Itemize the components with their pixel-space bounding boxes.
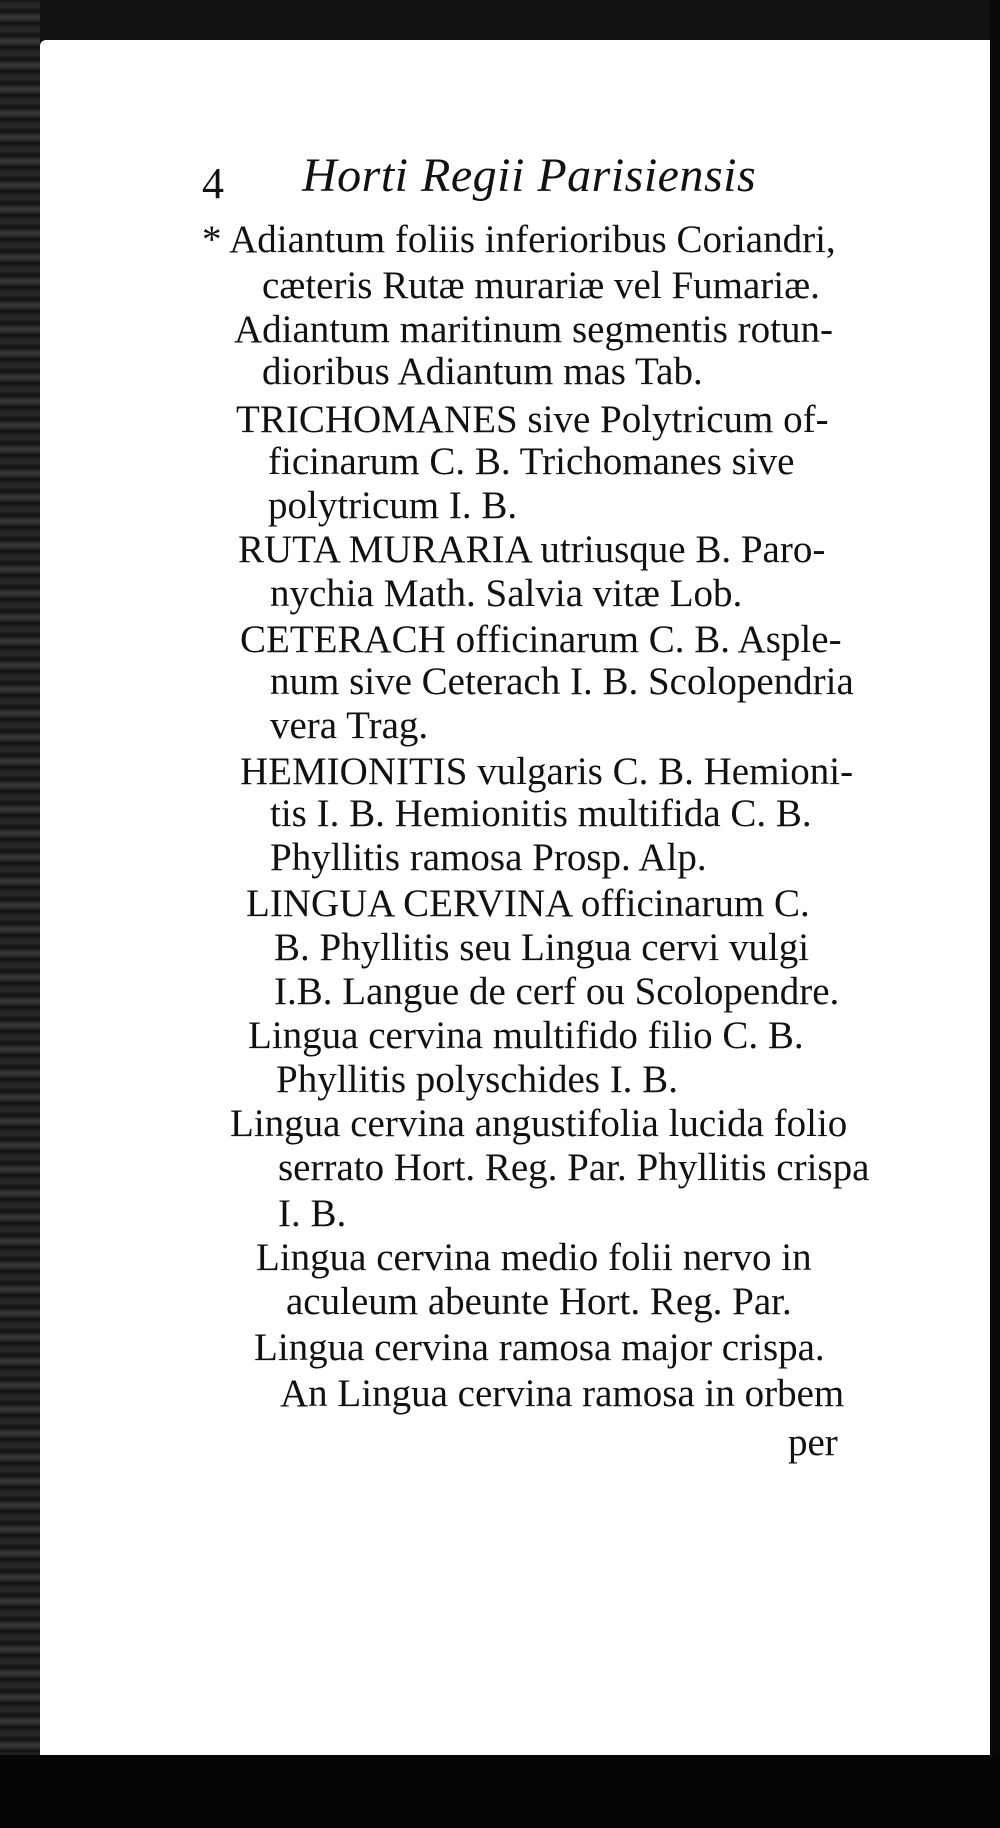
running-head: Horti Regii Parisiensis bbox=[302, 149, 757, 202]
entry-line: LINGUA CERVINA officinarum C. bbox=[246, 882, 810, 925]
entry-line: nychia Math. Salvia vitæ Lob. bbox=[270, 572, 743, 615]
entry-line: Lingua cervina multifido filio C. B. bbox=[248, 1014, 804, 1057]
book-spine-edge bbox=[0, 0, 40, 1828]
entry-line: dioribus Adiantum mas Tab. bbox=[262, 350, 703, 393]
book-page bbox=[40, 40, 990, 1755]
entry-line: RUTA MURARIA utriusque B. Paro- bbox=[238, 528, 826, 571]
entry-line: aculeum abeunte Hort. Reg. Par. bbox=[286, 1280, 792, 1323]
catchword: per bbox=[788, 1421, 838, 1464]
entry-line: I.B. Langue de cerf ou Scolopendre. bbox=[274, 970, 840, 1013]
entry-line: polytricum I. B. bbox=[268, 484, 518, 527]
entry-line: Lingua cervina angustifolia lucida folio bbox=[230, 1102, 848, 1145]
page-text bbox=[40, 40, 990, 1755]
entry-line: An Lingua cervina ramosa in orbem bbox=[280, 1372, 845, 1415]
entry-line: ficinarum C. B. Trichomanes sive bbox=[268, 440, 795, 483]
scan-bottom-border bbox=[0, 1755, 1000, 1828]
entry-line: CETERACH officinarum C. B. Asple- bbox=[240, 618, 842, 661]
entry-line: num sive Ceterach I. B. Scolopendria bbox=[270, 660, 854, 703]
entry-line: Phyllitis ramosa Prosp. Alp. bbox=[270, 836, 707, 879]
entry-line: vera Trag. bbox=[270, 704, 429, 747]
entry-line: Lingua cervina ramosa major crispa. bbox=[254, 1326, 825, 1369]
entry-line: I. B. bbox=[278, 1192, 347, 1235]
entry-line: Phyllitis polyschides I. B. bbox=[276, 1058, 678, 1101]
entry-line: Lingua cervina medio folii nervo in bbox=[256, 1236, 812, 1279]
entry-line: TRICHOMANES sive Polytricum of- bbox=[236, 398, 829, 441]
entry-line: * Adiantum foliis inferioribus Coriandri, bbox=[202, 218, 836, 261]
scan-top-border bbox=[0, 0, 1000, 40]
entry-line: tis I. B. Hemionitis multifida C. B. bbox=[270, 792, 812, 835]
entry-line: HEMIONITIS vulgaris C. B. Hemioni- bbox=[240, 750, 854, 793]
scan-right-border bbox=[990, 0, 1000, 1828]
entry-line: B. Phyllitis seu Lingua cervi vulgi bbox=[274, 926, 810, 969]
entry-line: cæteris Rutæ murariæ vel Fumariæ. bbox=[262, 264, 820, 307]
page-number: 4 bbox=[202, 159, 224, 208]
entry-line: serrato Hort. Reg. Par. Phyllitis crispa bbox=[278, 1146, 870, 1189]
entry-line: Adiantum maritinum segmentis rotun- bbox=[234, 308, 833, 351]
